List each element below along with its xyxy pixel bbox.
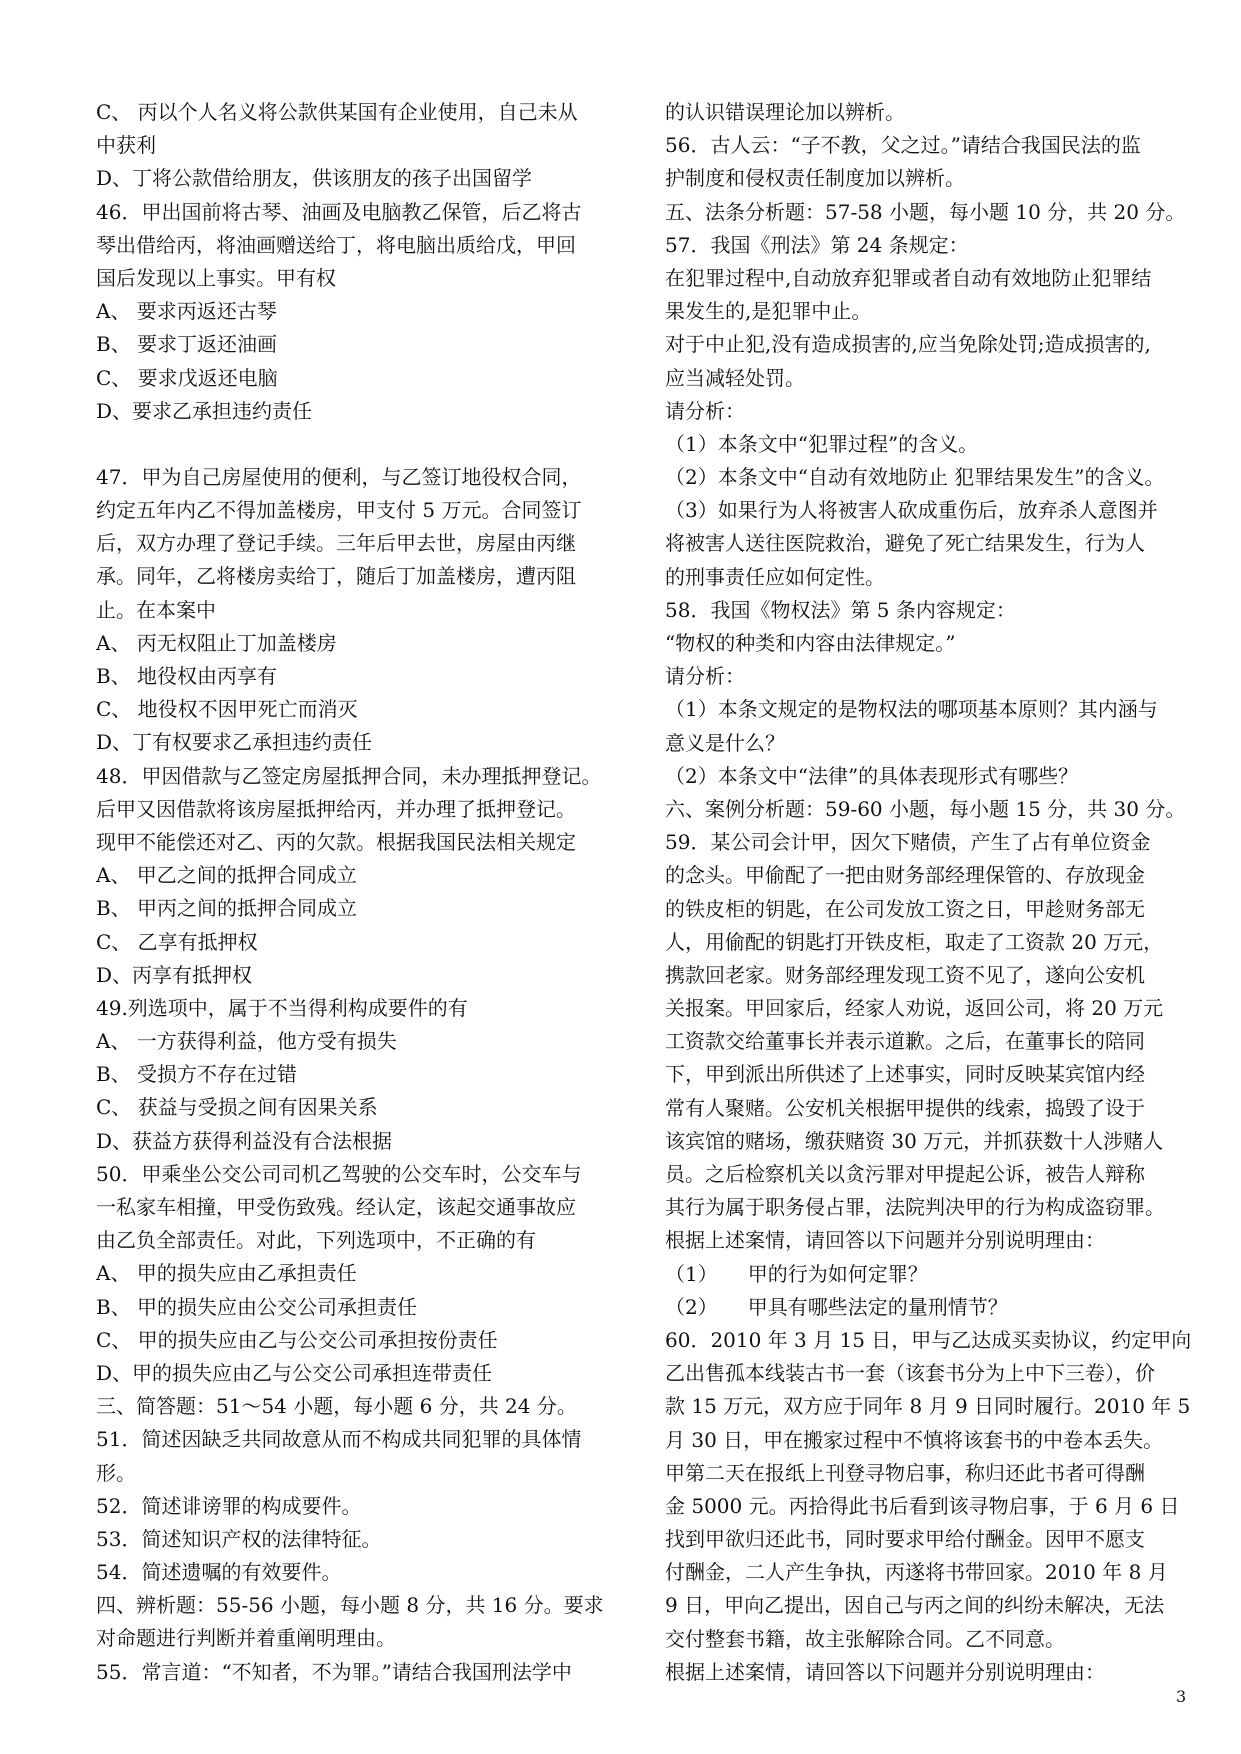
text-line: 形。 bbox=[96, 1460, 136, 1485]
text-line: 金 5000 元。丙拾得此书后看到该寻物启事，于 6 月 6 日 bbox=[665, 1493, 1180, 1518]
text-line: 付酬金，二人产生争执，丙遂将书带回家。2010 年 8 月 bbox=[665, 1560, 1168, 1585]
text-line: （1）本条文中“犯罪过程”的含义。 bbox=[665, 431, 979, 456]
text-line: “物权的种类和内容由法律规定。” bbox=[665, 631, 956, 655]
text-line: 对于中止犯,没有造成损害的,应当免除处罚;造成损害的, bbox=[665, 332, 1151, 357]
text-line: 59．某公司会计甲，因欠下赌债，产生了占有单位资金 bbox=[665, 830, 1151, 855]
text-line: 51．简述因缺乏共同故意从而不构成共同犯罪的具体情 bbox=[96, 1427, 582, 1452]
text-line: 的刑事责任应如何定性。 bbox=[665, 564, 885, 589]
text-line: C、 丙以个人名义将公款供某国有企业使用，自己未从 bbox=[96, 100, 578, 124]
text-line: 应当减轻处罚。 bbox=[665, 365, 805, 390]
text-line: C、 甲的损失应由乙与公交公司承担按份责任 bbox=[96, 1327, 498, 1352]
text-line: 意义是什么？ bbox=[665, 730, 785, 755]
text-line: B、 受损方不存在过错 bbox=[96, 1062, 298, 1087]
text-line: （2） 甲具有哪些法定的量刑情节？ bbox=[665, 1294, 1008, 1319]
text-line: （3）如果行为人将被害人砍成重伤后，放弃杀人意图并 bbox=[665, 498, 1158, 523]
text-line: 约定五年内乙不得加盖楼房，甲支付 5 万元。合同签订 bbox=[96, 498, 582, 523]
text-line: A、 甲乙之间的抵押合同成立 bbox=[96, 863, 357, 888]
text-line: B、 甲的损失应由公交公司承担责任 bbox=[96, 1294, 418, 1319]
text-line: 关报案。甲回家后，经家人劝说，返回公司，将 20 万元 bbox=[665, 996, 1164, 1021]
text-line: （1）本条文规定的是物权法的哪项基本原则？其内涵与 bbox=[665, 697, 1158, 722]
text-line: 9 日，甲向乙提出，因自己与丙之间的纠纷未解决，无法 bbox=[665, 1593, 1165, 1618]
text-line: 乙出售孤本线装古书一套（该套书分为上中下三卷），价 bbox=[665, 1361, 1155, 1386]
text-line: C、 乙享有抵押权 bbox=[96, 929, 258, 954]
text-line: 人，用偷配的钥匙打开铁皮柜，取走了工资款 20 万元， bbox=[665, 929, 1164, 954]
text-line: 的念头。甲偷配了一把由财务部经理保管的、存放现金 bbox=[665, 863, 1145, 888]
text-line: 国后发现以上事实。甲有权 bbox=[96, 265, 336, 290]
text-line: 月 30 日，甲在搬家过程中不慎将该套书的中卷本丢失。 bbox=[665, 1427, 1164, 1452]
right-column bbox=[665, 96, 1195, 1689]
text-line: 携款回老家。财务部经理发现工资不见了，遂向公安机 bbox=[665, 962, 1145, 987]
text-line: D、丁将公款借给朋友，供该朋友的孩子出国留学 bbox=[96, 166, 533, 191]
text-line: 中获利 bbox=[96, 133, 156, 158]
text-line: 49.列选项中，属于不当得利构成要件的有 bbox=[96, 995, 468, 1020]
text-line: 48．甲因借款与乙签定房屋抵押合同，未办理抵押登记。 bbox=[96, 763, 602, 788]
text-line: A、 一方获得利益，他方受有损失 bbox=[96, 1029, 397, 1054]
text-line: 其行为属于职务侵占罪，法院判决甲的行为构成盗窃罪。 bbox=[665, 1195, 1165, 1220]
text-line: 56．古人云：“子不教，父之过。”请结合我国民法的监 bbox=[665, 133, 1141, 158]
text-line: 琴出借给丙，将油画赠送给丁，将电脑出质给戊，甲回 bbox=[96, 232, 576, 257]
text-line: D、甲的损失应由乙与公交公司承担连带责任 bbox=[96, 1360, 493, 1385]
text-line: 请分析： bbox=[665, 398, 745, 423]
text-line: 四、辨析题：55-56 小题，每小题 8 分，共 16 分。要求 bbox=[96, 1593, 604, 1618]
text-line: 60．2010 年 3 月 15 日，甲与乙达成买卖协议，约定甲向 bbox=[665, 1327, 1192, 1352]
text-line: A、 丙无权阻止丁加盖楼房 bbox=[96, 630, 337, 655]
text-line: B、 甲丙之间的抵押合同成立 bbox=[96, 896, 358, 921]
page-number: 3 bbox=[1176, 1687, 1187, 1706]
text-line: 常有人聚赌。公安机关根据甲提供的线索，捣毁了设于 bbox=[665, 1095, 1145, 1120]
text-line: 55．常言道：“不知者，不为罪。”请结合我国刑法学中 bbox=[96, 1659, 572, 1684]
text-line: 52．简述诽谤罪的构成要件。 bbox=[96, 1493, 362, 1518]
text-line: （2）本条文中“法律”的具体表现形式有哪些？ bbox=[665, 763, 1079, 788]
text-line: A、 甲的损失应由乙承担责任 bbox=[96, 1261, 357, 1286]
text-line: B、 要求丁返还油画 bbox=[96, 332, 278, 357]
text-line: 三、简答题：51～54 小题，每小题 6 分，共 24 分。 bbox=[96, 1394, 577, 1419]
text-line: 款 15 万元，双方应于同年 8 月 9 日同时履行。2010 年 5 bbox=[665, 1394, 1191, 1419]
text-line: 根据上述案情，请回答以下问题并分别说明理由： bbox=[665, 1228, 1105, 1253]
text-line: C、 地役权不因甲死亡而消灭 bbox=[96, 697, 358, 722]
text-line: 53．简述知识产权的法律特征。 bbox=[96, 1526, 382, 1551]
text-line: C、 要求戊返还电脑 bbox=[96, 365, 278, 390]
text-line: 50．甲乘坐公交公司司机乙驾驶的公交车时，公交车与 bbox=[96, 1161, 582, 1186]
text-line: 对命题进行判断并着重阐明理由。 bbox=[96, 1626, 396, 1651]
text-line: 果发生的,是犯罪中止。 bbox=[665, 299, 872, 324]
left-column bbox=[96, 96, 626, 1689]
text-line: 工资款交给董事长并表示道歉。之后，在董事长的陪同 bbox=[665, 1029, 1145, 1054]
text-line: D、获益方获得利益没有合法根据 bbox=[96, 1128, 393, 1153]
text-line: 一私家车相撞，甲受伤致残。经认定，该起交通事故应 bbox=[96, 1195, 576, 1219]
text-line: 交付整套书籍，故主张解除合同。乙不同意。 bbox=[665, 1626, 1065, 1651]
text-line: 的认识错误理论加以辨析。 bbox=[665, 100, 905, 124]
text-line: （2）本条文中“自动有效地防止 犯罪结果发生”的含义。 bbox=[665, 465, 1165, 490]
text-line: 请分析： bbox=[665, 664, 745, 689]
text-line: A、 要求丙返还古琴 bbox=[96, 299, 277, 324]
text-line: 的铁皮柜的钥匙，在公司发放工资之日，甲趁财务部无 bbox=[665, 896, 1145, 921]
text-line: 将被害人送往医院救治，避免了死亡结果发生，行为人 bbox=[665, 531, 1145, 556]
text-line: 员。之后检察机关以贪污罪对甲提起公诉，被告人辩称 bbox=[665, 1162, 1145, 1186]
text-line: 57．我国《刑法》第 24 条规定： bbox=[665, 232, 969, 257]
text-line: 由乙负全部责任。对此，下列选项中，不正确的有 bbox=[96, 1228, 536, 1253]
text-line: D、丙享有抵押权 bbox=[96, 962, 253, 987]
text-line: 止。在本案中 bbox=[96, 597, 216, 622]
text-line: 后甲又因借款将该房屋抵押给丙，并办理了抵押登记。 bbox=[96, 796, 576, 821]
text-line: 五、法条分析题：57-58 小题，每小题 10 分，共 20 分。 bbox=[665, 199, 1186, 224]
text-line: 47．甲为自己房屋使用的便利，与乙签订地役权合同， bbox=[96, 464, 582, 489]
text-line: D、要求乙承担违约责任 bbox=[96, 398, 313, 423]
text-line: 58．我国《物权法》第 5 条内容规定： bbox=[665, 597, 1016, 622]
text-line: 46．甲出国前将古琴、油画及电脑教乙保管，后乙将古 bbox=[96, 199, 582, 224]
text-line: C、 获益与受损之间有因果关系 bbox=[96, 1095, 378, 1120]
text-line: 甲第二天在报纸上刊登寻物启事，称归还此书者可得酬 bbox=[665, 1460, 1145, 1485]
text-line: 54．简述遗嘱的有效要件。 bbox=[96, 1560, 342, 1585]
text-line: 找到甲欲归还此书，同时要求甲给付酬金。因甲不愿支 bbox=[665, 1527, 1145, 1552]
text-line: B、 地役权由丙享有 bbox=[96, 664, 278, 688]
text-line bbox=[96, 428, 626, 461]
text-line: 现甲不能偿还对乙、丙的欠款。根据我国民法相关规定 bbox=[96, 829, 576, 854]
text-line: 该宾馆的赌场，缴获赌资 30 万元，并抓获数十人涉赌人 bbox=[665, 1128, 1164, 1153]
text-line: D、丁有权要求乙承担违约责任 bbox=[96, 730, 373, 755]
text-line: 承。同年，乙将楼房卖给丁，随后丁加盖楼房，遭丙阻 bbox=[96, 564, 576, 589]
text-line: 后，双方办理了登记手续。三年后甲去世，房屋由丙继 bbox=[96, 531, 576, 556]
text-line: 根据上述案情，请回答以下问题并分别说明理由： bbox=[665, 1659, 1105, 1684]
text-line: 护制度和侵权责任制度加以辨析。 bbox=[665, 166, 965, 191]
text-line: 在犯罪过程中,自动放弃犯罪或者自动有效地防止犯罪结 bbox=[665, 265, 1152, 290]
text-line: 六、案例分析题：59-60 小题，每小题 15 分，共 30 分。 bbox=[665, 796, 1186, 821]
text-line: 下，甲到派出所供述了上述事实，同时反映某宾馆内经 bbox=[665, 1062, 1145, 1087]
text-line: （1） 甲的行为如何定罪？ bbox=[665, 1261, 928, 1286]
